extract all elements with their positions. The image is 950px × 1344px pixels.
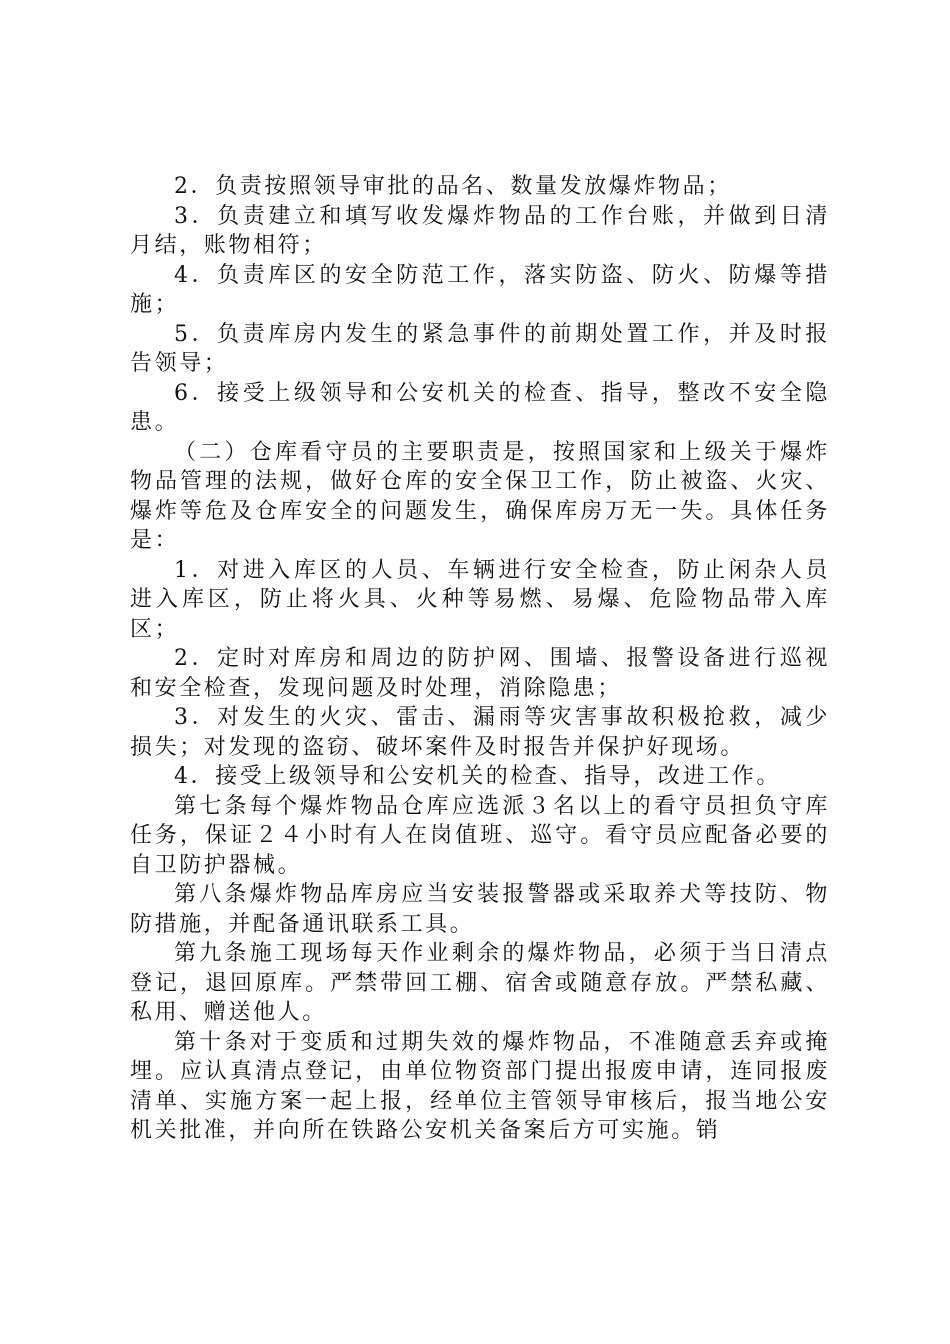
paragraph-item-6-inspection: 6．接受上级领导和公安机关的检查、指导，整改不安全隐患。 xyxy=(130,380,830,435)
paragraph-item-4-security: 4．负责库区的安全防范工作，落实防盗、防火、防爆等措施； xyxy=(130,262,830,317)
paragraph-article-10: 第十条对于变质和过期失效的爆炸物品，不准随意丢弃或掩埋。应认真清点登记，由单位物资部门提出报废申请，连同报废清单、实施方案一起上报，经单位主管领导审核后，报当地公安机关批准，并向所在铁路公安机关备案后方可实施。销 xyxy=(130,1029,830,1143)
document-body xyxy=(130,172,830,1146)
paragraph-item-2-issue: 2．负责按照领导审批的品名、数量发放爆炸物品； xyxy=(174,174,732,199)
paragraph-item-5-emergency: 5．负责库房内发生的紧急事件的前期处置工作，并及时报告领导； xyxy=(130,321,830,376)
paragraph-section-warehouse-guard: （二）仓库看守员的主要职责是，按照国家和上级关于爆炸物品管理的法规，做好仓库的安全保卫工作，防止被盗、火灾、爆炸等危及仓库安全的问题发生，确保库房万无一失。具体任务是： xyxy=(130,439,830,553)
paragraph-article-9: 第九条施工现场每天作业剩余的爆炸物品，必须于当日清点登记，退回原库。严禁带回工棚、宿舍或随意存放。严禁私藏、私用、赠送他人。 xyxy=(130,941,830,1025)
paragraph-guard-item-3: 3．对发生的火灾、雷击、漏雨等灾害事故积极抢救，减少损失；对发现的盗窃、破坏案件及时报告并保护好现场。 xyxy=(130,705,830,760)
paragraph-article-8: 第八条爆炸物品库房应当安装报警器或采取养犬等技防、物防措施，并配备通讯联系工具。 xyxy=(130,882,830,937)
paragraph-article-7: 第七条每个爆炸物品仓库应选派３名以上的看守员担负守库任务，保证２４小时有人在岗值班、巡守。看守员应配备必要的自卫防护器械。 xyxy=(130,793,830,878)
paragraph-item-3-ledger: 3．负责建立和填写收发爆炸物品的工作台账，并做到日清月结，账物相符； xyxy=(130,203,830,258)
paragraph-guard-item-1: 1．对进入库区的人员、车辆进行安全检查，防止闲杂人员进入库区，防止将火具、火种等易燃、易爆、危险物品带入库区； xyxy=(130,557,830,642)
paragraph-guard-item-4: 4．接受上级领导和公安机关的检查、指导，改进工作。 xyxy=(174,764,781,789)
paragraph-guard-item-2: 2．定时对库房和周边的防护网、围墙、报警设备进行巡视和安全检查，发现问题及时处理，消除隐患； xyxy=(130,646,830,701)
